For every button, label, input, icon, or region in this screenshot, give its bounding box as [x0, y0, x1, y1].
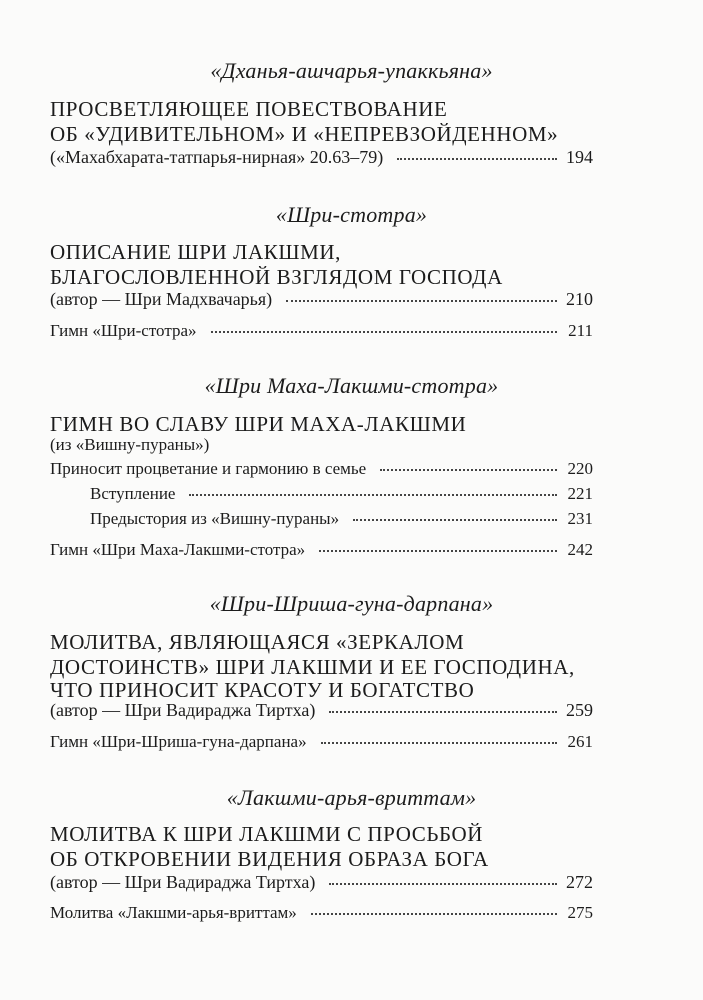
section-heading-line: БЛАГОСЛОВЛЕННОЙ ВЗГЛЯДОМ ГОСПОДА: [50, 265, 503, 289]
toc-entry[interactable]: [50, 147, 593, 171]
section-title: «Дханья-ашчарья-упаккьяна»: [210, 58, 493, 83]
section-heading-line: ОПИСАНИЕ ШРИ ЛАКШМИ,: [50, 240, 341, 264]
toc-entry-label: («Махабхарата-татпарья-нирная» 20.63–79): [50, 147, 384, 167]
dot-leader: [189, 493, 557, 496]
dot-leader: [319, 549, 557, 552]
toc-entry[interactable]: [50, 700, 593, 724]
toc-entry-page: 275: [567, 903, 593, 922]
section-heading-line: ОБ «УДИВИТЕЛЬНОМ» И «НЕПРЕВЗОЙДЕННОМ»: [50, 122, 559, 146]
toc-subheading-text: (из «Вишну-пураны»): [50, 435, 210, 454]
toc-entry-label: Гимн «Шри-Шриша-гуна-дарпана»: [50, 732, 307, 751]
dot-leader: [286, 299, 557, 302]
section-heading-line: ОБ ОТКРОВЕНИИ ВИДЕНИЯ ОБРАЗА БОГА: [50, 847, 489, 871]
toc-entry[interactable]: [50, 321, 593, 345]
toc-entry[interactable]: [90, 484, 593, 508]
toc-entry[interactable]: [50, 903, 593, 927]
toc-entry-label: (автор — Шри Вадираджа Тиртха): [50, 872, 316, 892]
dot-leader: [329, 710, 557, 713]
toc-entry-page: 220: [567, 459, 593, 478]
toc-entry-label: Молитва «Лакшми-арья-вриттам»: [50, 903, 297, 922]
toc-entry[interactable]: [50, 459, 593, 483]
toc-entry-label: Предыстория из «Вишну-пураны»: [90, 509, 340, 528]
dot-leader: [353, 518, 557, 521]
toc-entry-label: Вступление: [90, 484, 176, 503]
toc-entry[interactable]: [90, 509, 593, 533]
toc-entry-page: 261: [567, 732, 593, 751]
dot-leader: [397, 157, 557, 160]
section-heading-line: ДОСТОИНСТВ» ШРИ ЛАКШМИ И ЕЕ ГОСПОДИНА,: [50, 655, 575, 679]
toc-subheading: [50, 435, 593, 459]
section-heading-line: МОЛИТВА, ЯВЛЯЮЩАЯСЯ «ЗЕРКАЛОМ: [50, 630, 465, 654]
section-heading-line: ГИМН ВО СЛАВУ ШРИ МАХА-ЛАКШМИ: [50, 412, 467, 436]
toc-entry-page: 259: [566, 700, 593, 720]
section-heading-line: ЧТО ПРИНОСИТ КРАСОТУ И БОГАТСТВО: [50, 678, 475, 702]
toc-entry[interactable]: [50, 872, 593, 896]
toc-entry-page: 211: [568, 321, 593, 340]
toc-entry-page: 210: [566, 289, 593, 309]
toc-entry-page: 272: [566, 872, 593, 892]
section-title: «Шри-стотра»: [275, 202, 428, 227]
toc-entry-label: Гимн «Шри Маха-Лакшми-стотра»: [50, 540, 306, 559]
toc-entry-label: (автор — Шри Мадхвачарья): [50, 289, 273, 309]
toc-entry-page: 231: [567, 509, 593, 528]
toc-entry-page: 242: [567, 540, 593, 559]
section-title: «Лакшми-арья-вриттам»: [226, 785, 477, 810]
section-title: «Шри-Шриша-гуна-дарпана»: [209, 591, 494, 616]
toc-entry-label: (автор — Шри Вадираджа Тиртха): [50, 700, 316, 720]
toc-entry-label: Гимн «Шри-стотра»: [50, 321, 197, 340]
toc-entry[interactable]: [50, 540, 593, 564]
section-title: «Шри Маха-Лакшми-стотра»: [204, 373, 499, 398]
section-heading-line: ПРОСВЕТЛЯЮЩЕЕ ПОВЕСТВОВАНИЕ: [50, 97, 448, 121]
dot-leader: [311, 912, 557, 915]
toc-entry-page: 194: [566, 147, 593, 167]
section-heading-line: МОЛИТВА К ШРИ ЛАКШМИ С ПРОСЬБОЙ: [50, 822, 484, 846]
dot-leader: [329, 882, 557, 885]
toc-entry-page: 221: [567, 484, 593, 503]
dot-leader: [321, 741, 557, 744]
toc-entry[interactable]: [50, 289, 593, 313]
dot-leader: [380, 468, 557, 471]
toc-entry-label: Приносит процветание и гармонию в семье: [50, 459, 367, 478]
dot-leader: [211, 330, 557, 333]
toc-entry[interactable]: [50, 732, 593, 756]
